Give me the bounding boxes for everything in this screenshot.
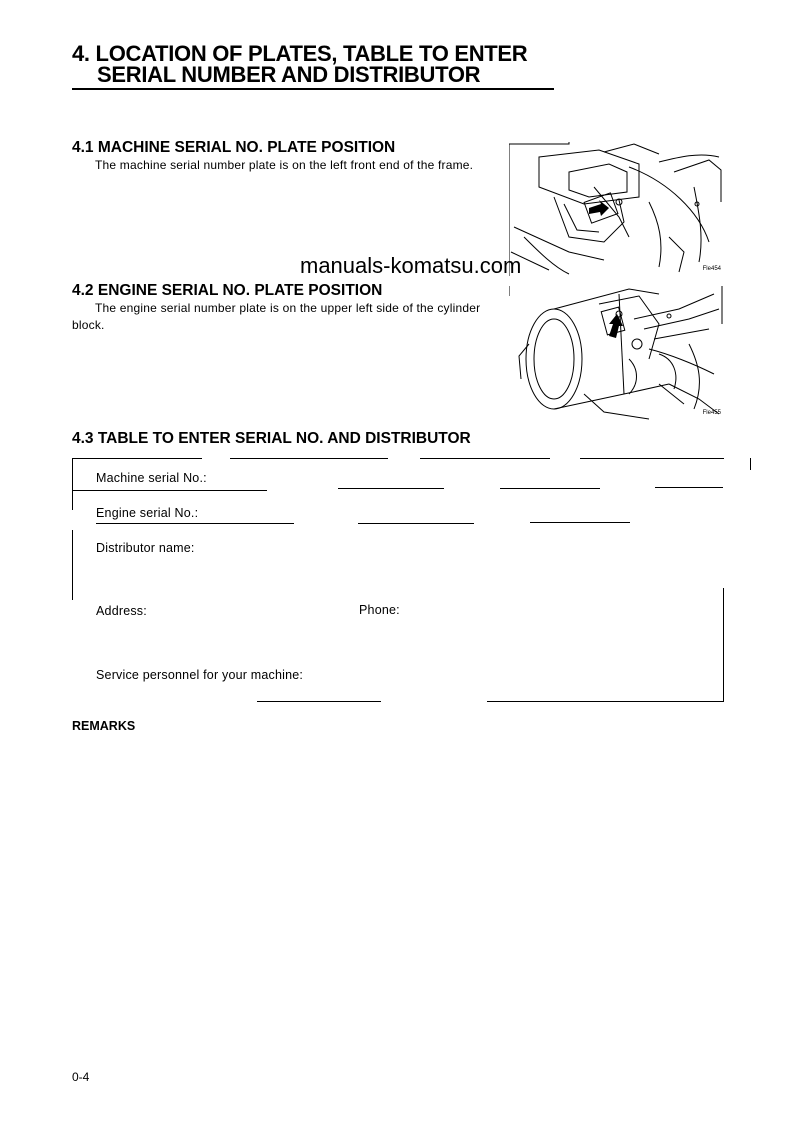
watermark: manuals-komatsu.com bbox=[300, 253, 522, 278]
row-divider bbox=[72, 490, 267, 491]
table-left-border bbox=[72, 458, 73, 510]
address-label: Address: bbox=[96, 604, 147, 618]
section-4-1-text: The machine serial number plate is on the left front end of the frame. bbox=[95, 158, 474, 172]
table-bottom-border bbox=[257, 701, 381, 702]
distributor-name-label: Distributor name: bbox=[96, 541, 195, 555]
figure-1-code: Fle454 bbox=[702, 266, 721, 272]
row-divider bbox=[530, 522, 630, 523]
engine-block-illustration bbox=[509, 284, 725, 424]
section-4-3-heading: 4.3 TABLE TO ENTER SERIAL NO. AND DISTRIBUTOR bbox=[72, 430, 471, 447]
engine-serial-plate-figure bbox=[509, 284, 725, 424]
row-divider bbox=[338, 488, 444, 489]
table-bottom-border bbox=[487, 701, 724, 702]
table-right-border bbox=[723, 588, 724, 701]
engine-serial-label: Engine serial No.: bbox=[96, 506, 199, 520]
section-4-2-text: The engine serial number plate is on the upper left side of the cylinder block. bbox=[72, 301, 481, 332]
table-top-border bbox=[72, 458, 202, 459]
title-underline bbox=[72, 88, 554, 90]
page-number: 0-4 bbox=[72, 1070, 90, 1084]
page-title: 4. LOCATION OF PLATES, TABLE TO ENTER bbox=[72, 41, 528, 66]
machine-serial-label: Machine serial No.: bbox=[96, 471, 207, 485]
table-right-tick bbox=[750, 458, 751, 470]
table-top-border bbox=[420, 458, 550, 459]
remarks-label: REMARKS bbox=[72, 719, 136, 733]
section-4-2-heading: 4.2 ENGINE SERIAL NO. PLATE POSITION bbox=[72, 282, 383, 299]
row-divider bbox=[358, 523, 474, 524]
row-divider bbox=[500, 488, 600, 489]
page-title-line-2: SERIAL NUMBER AND DISTRIBUTOR bbox=[97, 62, 481, 87]
row-divider bbox=[655, 487, 723, 488]
section-4-1-heading: 4.1 MACHINE SERIAL NO. PLATE POSITION bbox=[72, 139, 396, 156]
machine-serial-plate-figure bbox=[509, 142, 725, 278]
table-top-border bbox=[230, 458, 388, 459]
figure-2-code: Fle455 bbox=[702, 410, 721, 416]
machine-frame-illustration bbox=[509, 142, 725, 278]
phone-label: Phone: bbox=[359, 603, 400, 617]
row-divider bbox=[96, 523, 294, 524]
table-left-border bbox=[72, 530, 73, 600]
service-personnel-label: Service personnel for your machine: bbox=[96, 668, 304, 682]
table-top-border bbox=[580, 458, 724, 459]
